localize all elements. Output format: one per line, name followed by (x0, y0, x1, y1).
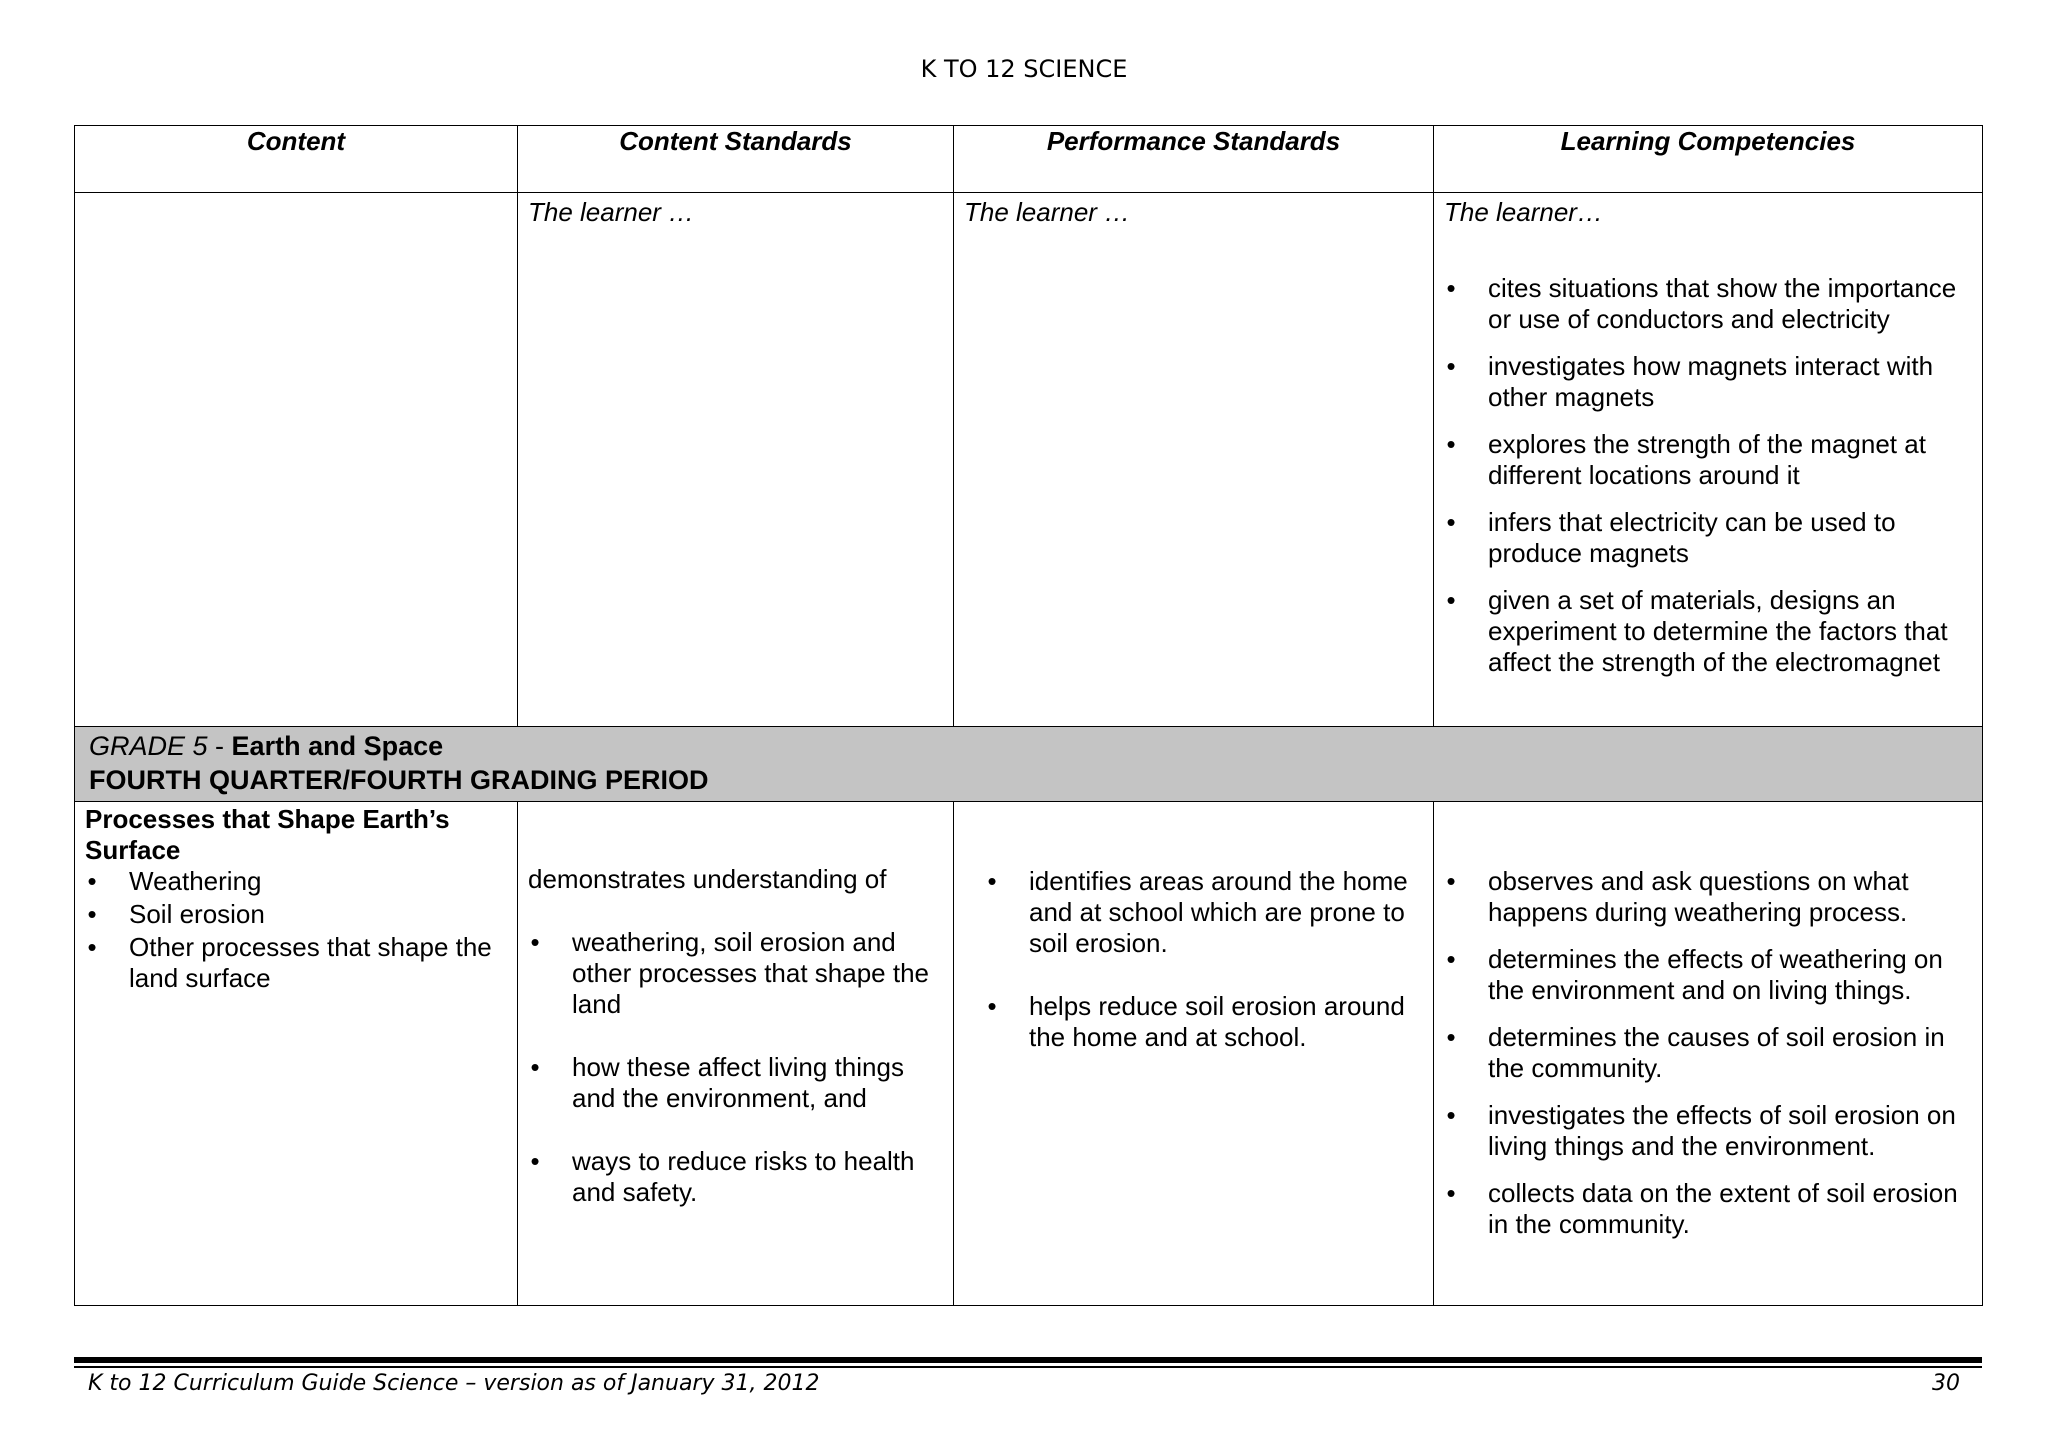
learning-competencies-cell (1434, 802, 1983, 1306)
grade-label: GRADE 5 (89, 731, 208, 761)
page-number: 30 (1932, 1371, 1960, 1396)
standards-list (528, 927, 943, 1208)
learner-intro: The learner… (1444, 197, 1603, 227)
column-header-content: Content (75, 126, 518, 193)
learning-competencies-cell (1434, 193, 1983, 727)
list-item: • weathering, soil erosion and other processes that shape the land (572, 927, 943, 1020)
content-cell (75, 193, 518, 727)
table-header-row (75, 126, 1983, 193)
list-item: • ways to reduce risks to health and safety. (572, 1146, 943, 1208)
list-item: • given a set of materials, designs an experiment to determine the factors that affect the strength of the electromagnet (1488, 585, 1972, 678)
performance-list (964, 866, 1423, 1053)
footer-version-text: K to 12 Curriculum Guide Science – version as of January 31, 2012 (88, 1371, 820, 1396)
list-item: • determines the effects of weathering on the environment and on living things. (1488, 944, 1972, 1006)
topic-title: Processes that Shape Earth’s Surface (85, 804, 450, 865)
content-standards-cell (518, 193, 954, 727)
column-header-performance-standards: Performance Standards (954, 126, 1434, 193)
table-row (75, 802, 1983, 1306)
footer-rule (74, 1357, 1982, 1363)
list-item: • infers that electricity can be used to produce magnets (1488, 507, 1972, 569)
content-standards-cell (518, 802, 954, 1306)
list-item: • Soil erosion (129, 899, 507, 930)
list-item: • cites situations that show the importance or use of conductors and electricity (1488, 273, 1972, 335)
content-item-list (85, 866, 507, 994)
footer-rule-thin (74, 1366, 1982, 1368)
list-item: • investigates the effects of soil erosion on living things and the environment. (1488, 1100, 1972, 1162)
learner-intro: The learner … (964, 197, 1131, 227)
list-item: • determines the causes of soil erosion in the community. (1488, 1022, 1972, 1084)
curriculum-table (74, 125, 1983, 1306)
standards-intro: demonstrates understanding of (528, 864, 887, 894)
list-item: • Weathering (129, 866, 507, 897)
list-item: • identifies areas around the home and at school which are prone to soil erosion. (1029, 866, 1423, 959)
content-cell (75, 802, 518, 1306)
list-item: • explores the strength of the magnet at different locations around it (1488, 429, 1972, 491)
list-item: • investigates how magnets interact with other magnets (1488, 351, 1972, 413)
performance-standards-cell (954, 802, 1434, 1306)
grade-band (75, 727, 1983, 802)
table-row (75, 193, 1983, 727)
performance-standards-cell (954, 193, 1434, 727)
list-item: • observes and ask questions on what happens during weathering process. (1488, 866, 1972, 928)
subject-label: Earth and Space (231, 731, 444, 761)
competency-list (1444, 866, 1972, 1240)
column-header-learning-competencies: Learning Competencies (1434, 126, 1983, 193)
column-header-content-standards: Content Standards (518, 126, 954, 193)
list-item: • Other processes that shape the land surface (129, 932, 507, 994)
list-item: • how these affect living things and the environment, and (572, 1052, 943, 1114)
grade-separator: - (207, 731, 232, 761)
list-item: • collects data on the extent of soil erosion in the community. (1488, 1178, 1972, 1240)
competency-list (1444, 273, 1972, 678)
learner-intro: The learner … (528, 197, 695, 227)
page-header: K TO 12 SCIENCE (920, 55, 1128, 83)
grade-band-row (75, 727, 1983, 802)
list-item: • helps reduce soil erosion around the home and at school. (1029, 991, 1423, 1053)
grading-period: FOURTH QUARTER/FOURTH GRADING PERIOD (89, 765, 709, 795)
grade-line (89, 729, 1968, 763)
